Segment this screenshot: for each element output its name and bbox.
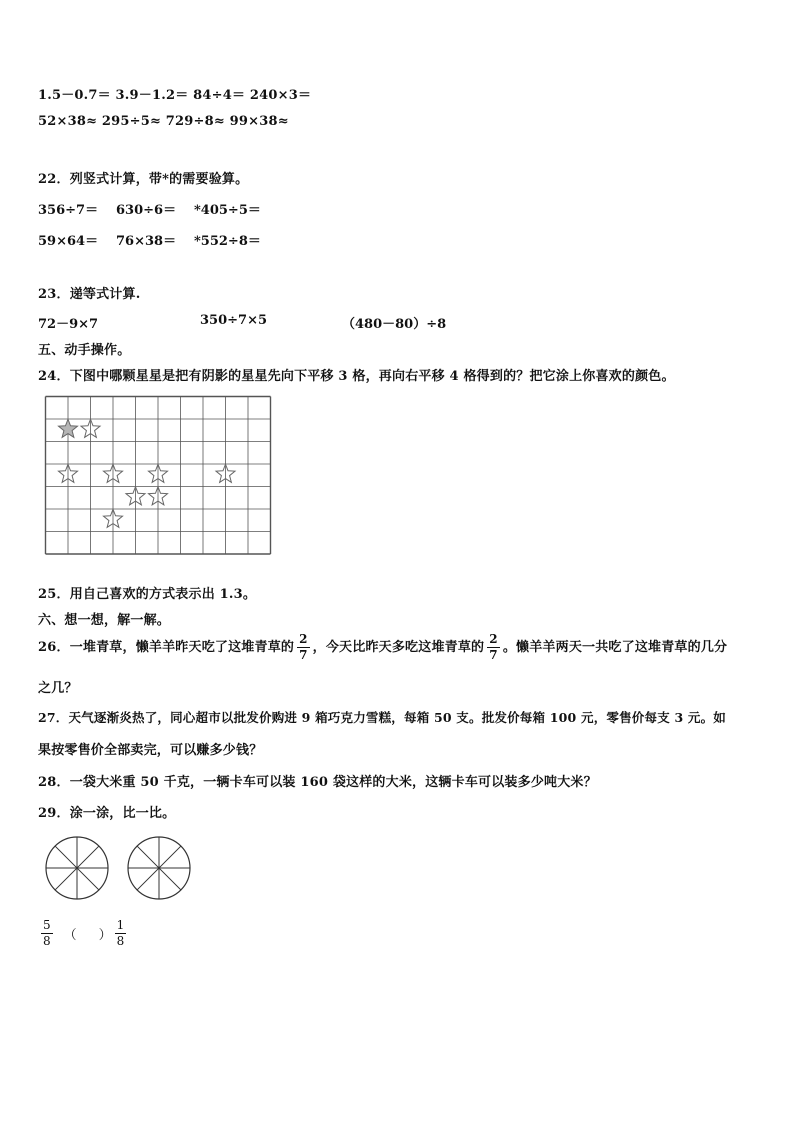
fraction-denominator: 7 — [489, 648, 498, 662]
fraction — [487, 632, 500, 663]
section-6-heading: 六、想一想，解一解。 — [38, 613, 171, 628]
q22-item: 76×38＝ — [116, 234, 177, 249]
paren-open: （ — [63, 928, 77, 943]
q23-item: （480－80）÷8 — [342, 317, 447, 332]
paren-close: ） — [98, 928, 112, 943]
oral-calc-row-2: 52×38≈ 295÷5≈ 729÷8≈ 99×38≈ — [38, 114, 289, 129]
q22-item: 356÷7＝ — [38, 203, 99, 218]
section-5-heading: 五、动手操作。 — [38, 343, 131, 358]
q24-text: 24．下图中哪颗星星是把有阴影的星星先向下平移 3 格，再向右平移 4 格得到的？把它涂上你喜欢的颜色。 — [38, 369, 675, 384]
fraction-circle-2 — [126, 835, 192, 901]
q22-item: *552÷8＝ — [194, 234, 261, 249]
q26-line-2: 之几？ — [38, 681, 78, 696]
fraction-numerator: 2 — [489, 632, 498, 646]
q28-text: 28．一袋大米重 50 千克，一辆卡车可以装 160 袋这样的大米，这辆卡车可以装多少吨大米？ — [38, 775, 597, 790]
q22-title: 22．列竖式计算，带*的需要验算。 — [38, 172, 249, 187]
fraction-numerator: 2 — [299, 632, 308, 646]
q29-comparison — [38, 918, 129, 949]
fraction-circle-1 — [44, 835, 110, 901]
q22-item: 630÷6＝ — [116, 203, 177, 218]
q23-title: 23．递等式计算. — [38, 287, 141, 302]
fraction-numerator: 5 — [43, 918, 51, 932]
fraction — [41, 918, 53, 949]
fraction-denominator: 7 — [299, 648, 308, 662]
q23-item: 72－9×7 — [38, 317, 99, 332]
q26-text-part-1: 26．一堆青草，懒羊羊昨天吃了这堆青草的 — [38, 640, 295, 655]
q25-text: 25．用自己喜欢的方式表示出 1.3。 — [38, 587, 257, 602]
q29-title: 29．涂一涂，比一比。 — [38, 806, 176, 821]
q27-line-2: 果按零售价全部卖完，可以赚多少钱？ — [38, 743, 263, 758]
q26-line-1 — [38, 630, 727, 666]
oral-calc-row-1: 1.5－0.7＝ 3.9－1.2＝ 84÷4＝ 240×3＝ — [38, 88, 312, 103]
q27-line-1: 27．天气逐渐炎热了，同心超市以批发价购进 9 箱巧克力雪糕，每箱 50 支。批发价每箱 100 元，零售价每支 3 元。如 — [38, 710, 726, 725]
q26-text-part-2: ，今天比昨天多吃这堆青草的 — [312, 640, 485, 655]
star-grid — [44, 395, 272, 567]
fraction-numerator: 1 — [116, 918, 125, 932]
fraction-denominator: 8 — [43, 934, 51, 948]
q23-item: 350÷7×5 — [200, 313, 268, 328]
fraction — [297, 632, 310, 663]
q22-item: 59×64＝ — [38, 234, 99, 249]
q26-text-part-3: 。懒羊羊两天一共吃了这堆青草的几分 — [502, 640, 728, 655]
fraction — [115, 918, 127, 949]
q22-item: *405÷5＝ — [194, 203, 261, 218]
fraction-denominator: 8 — [116, 934, 125, 948]
